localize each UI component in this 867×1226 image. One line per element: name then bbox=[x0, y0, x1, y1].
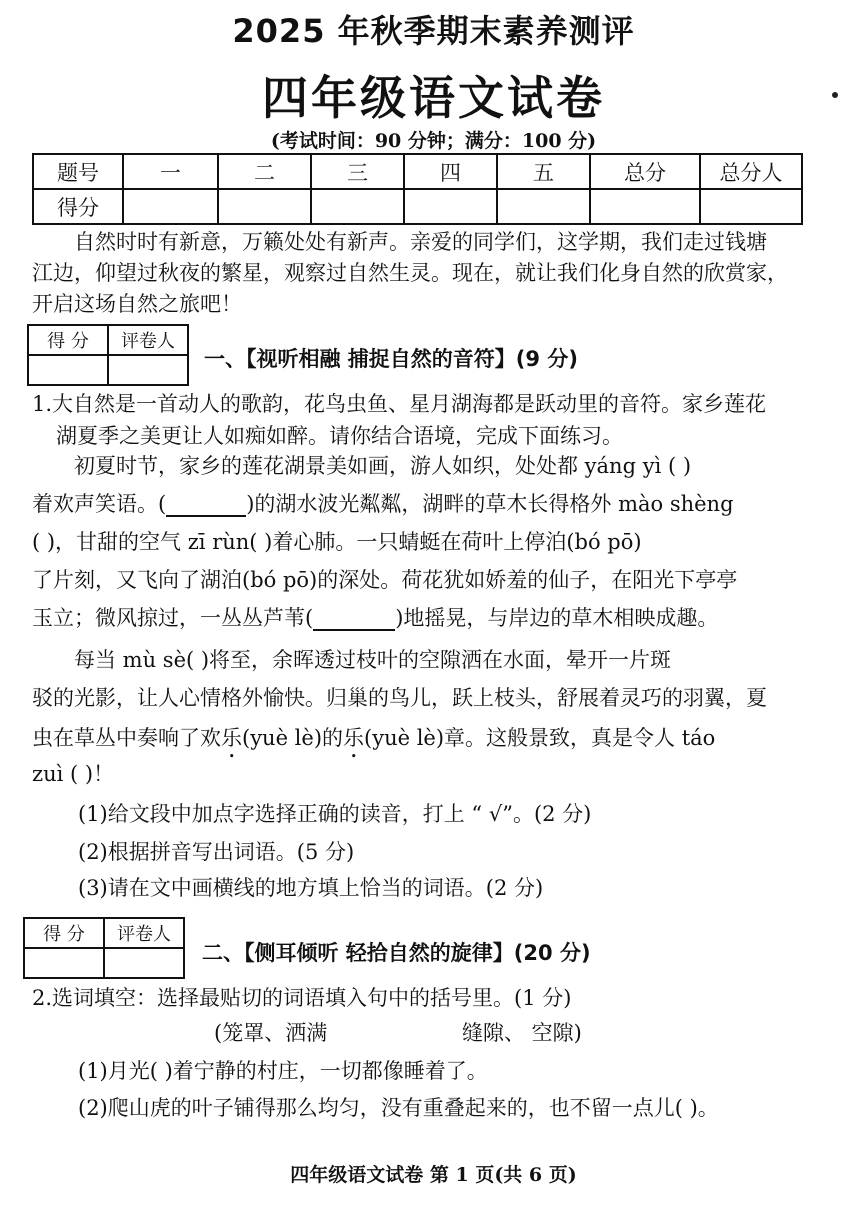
score-table-score-row bbox=[33, 189, 802, 224]
score-table bbox=[32, 153, 803, 225]
passage-line-8 bbox=[32, 726, 715, 763]
score-table-col: 二 bbox=[218, 154, 311, 189]
passage-line-4: 了片刻，又飞向了湖泊(bó pō)的深处。荷花犹如娇羞的仙子，在阳光下亭亭 bbox=[32, 568, 738, 592]
grader-score-label: 得 分 bbox=[24, 918, 104, 948]
score-table-col: 总分人 bbox=[700, 154, 802, 189]
q1-line-1: 1.大自然是一首动人的歌韵，花鸟虫鱼、星月湖海都是跃动里的音符。家乡莲花 bbox=[32, 392, 767, 416]
section-1-title: 一、【视听相融 捕捉自然的音符】(9 分) bbox=[204, 347, 578, 371]
fill-blank-1[interactable]: ( ) bbox=[158, 492, 255, 516]
score-cell[interactable] bbox=[497, 189, 590, 224]
grader-box-2 bbox=[23, 917, 185, 979]
score-cell[interactable] bbox=[700, 189, 802, 224]
score-table-col: 三 bbox=[311, 154, 404, 189]
word-options-a: (笼罩、洒满 bbox=[214, 1021, 328, 1045]
score-table-label: 得分 bbox=[33, 189, 123, 224]
page-footer: 四年级语文试卷 第 1 页(共 6 页) bbox=[290, 1164, 577, 1186]
score-cell[interactable] bbox=[590, 189, 700, 224]
q2-text: 2.选词填空：选择最贴切的词语填入句中的括号里。(1 分) bbox=[32, 986, 572, 1010]
grader-name-cell[interactable] bbox=[108, 355, 188, 385]
passage-line-1: 初夏时节，家乡的莲花湖景美如画，游人如织，处处都 yáng yì ( ) bbox=[74, 454, 692, 478]
grader-name-cell[interactable] bbox=[104, 948, 184, 978]
passage-text: (yuè lè)的 bbox=[242, 726, 344, 750]
sub-question-1: (1)给文段中加点字选择正确的读音，打上 “ √”。(2 分) bbox=[78, 802, 592, 826]
grader-box-1 bbox=[27, 324, 189, 386]
passage-text: 虫在草丛中奏响了欢 bbox=[32, 726, 221, 750]
passage-text: 着欢声笑语。 bbox=[32, 492, 158, 516]
passage-line-5 bbox=[32, 608, 718, 631]
score-cell[interactable] bbox=[404, 189, 497, 224]
grader-score-cell[interactable] bbox=[28, 355, 108, 385]
grader-name-label: 评卷人 bbox=[104, 918, 184, 948]
grader-name-label: 评卷人 bbox=[108, 325, 188, 355]
score-table-header-row bbox=[33, 154, 802, 189]
score-table-col: 一 bbox=[123, 154, 218, 189]
passage-line-3: ( )，甘甜的空气 zī rùn( )着心肺。一只蜻蜓在荷叶上停泊(bó pō) bbox=[32, 530, 642, 554]
score-cell[interactable] bbox=[311, 189, 404, 224]
score-cell[interactable] bbox=[218, 189, 311, 224]
sub-question-2: (2)根据拼音写出词语。(5 分) bbox=[78, 840, 355, 864]
score-table-col: 四 bbox=[404, 154, 497, 189]
grader-score-label: 得 分 bbox=[28, 325, 108, 355]
passage-text: 地摇晃，与岸边的草木相映成趣。 bbox=[403, 606, 719, 630]
fill-blank-2[interactable]: ( ) bbox=[305, 606, 404, 630]
score-table-col: 五 bbox=[497, 154, 590, 189]
scan-dot-icon bbox=[832, 92, 838, 98]
fill-sentence-1: (1)月光( )着宁静的村庄，一切都像睡着了。 bbox=[78, 1059, 488, 1083]
grader-score-cell[interactable] bbox=[24, 948, 104, 978]
passage-line-6: 每当 mù sè( )将至，余晖透过枝叶的空隙洒在水面，晕开一片斑 bbox=[74, 648, 672, 672]
passage-text: 玉立；微风掠过，一丛丛芦苇 bbox=[32, 606, 305, 630]
intro-line-1: 自然时时有新意，万籁处处有新声。亲爱的同学们，这学期，我们走过钱塘 bbox=[74, 230, 767, 254]
passage-text: 的湖水波光粼粼，湖畔的草木长得格外 mào shèng bbox=[254, 492, 734, 516]
dotted-char: 乐 bbox=[221, 726, 242, 750]
paper-title: 四年级语文试卷 bbox=[262, 71, 605, 125]
word-options-b: 缝隙、 空隙) bbox=[462, 1021, 582, 1045]
sub-question-3: (3)请在文中画横线的地方填上恰当的词语。(2 分) bbox=[78, 876, 544, 900]
dotted-char: 乐 bbox=[343, 726, 365, 750]
exam-title: 2025 年秋季期末素养测评 bbox=[232, 12, 635, 50]
score-table-col: 总分 bbox=[590, 154, 700, 189]
fill-sentence-2: (2)爬山虎的叶子铺得那么均匀，没有重叠起来的，也不留一点儿( )。 bbox=[78, 1096, 719, 1120]
passage-text: (yuè lè)章。这般景致，真是令人 táo bbox=[364, 726, 716, 750]
intro-line-2: 江边，仰望过秋夜的繁星，观察过自然生灵。现在，就让我们化身自然的欣赏家， bbox=[32, 261, 788, 285]
q1-line-2: 湖夏季之美更让人如痴如醉。请你结合语境，完成下面练习。 bbox=[56, 424, 623, 448]
section-2-title: 二、【侧耳倾听 轻拾自然的旋律】(20 分) bbox=[202, 941, 591, 965]
exam-info: (考试时间：90 分钟；满分：100 分) bbox=[270, 130, 597, 152]
score-table-label: 题号 bbox=[33, 154, 123, 189]
passage-line-2 bbox=[32, 494, 734, 517]
passage-line-9: zuì ( )！ bbox=[32, 762, 115, 786]
intro-line-3: 开启这场自然之旅吧！ bbox=[32, 292, 242, 316]
score-cell[interactable] bbox=[123, 189, 218, 224]
passage-line-7: 驳的光影，让人心情格外愉快。归巢的鸟儿，跃上枝头，舒展着灵巧的羽翼，夏 bbox=[32, 686, 767, 710]
